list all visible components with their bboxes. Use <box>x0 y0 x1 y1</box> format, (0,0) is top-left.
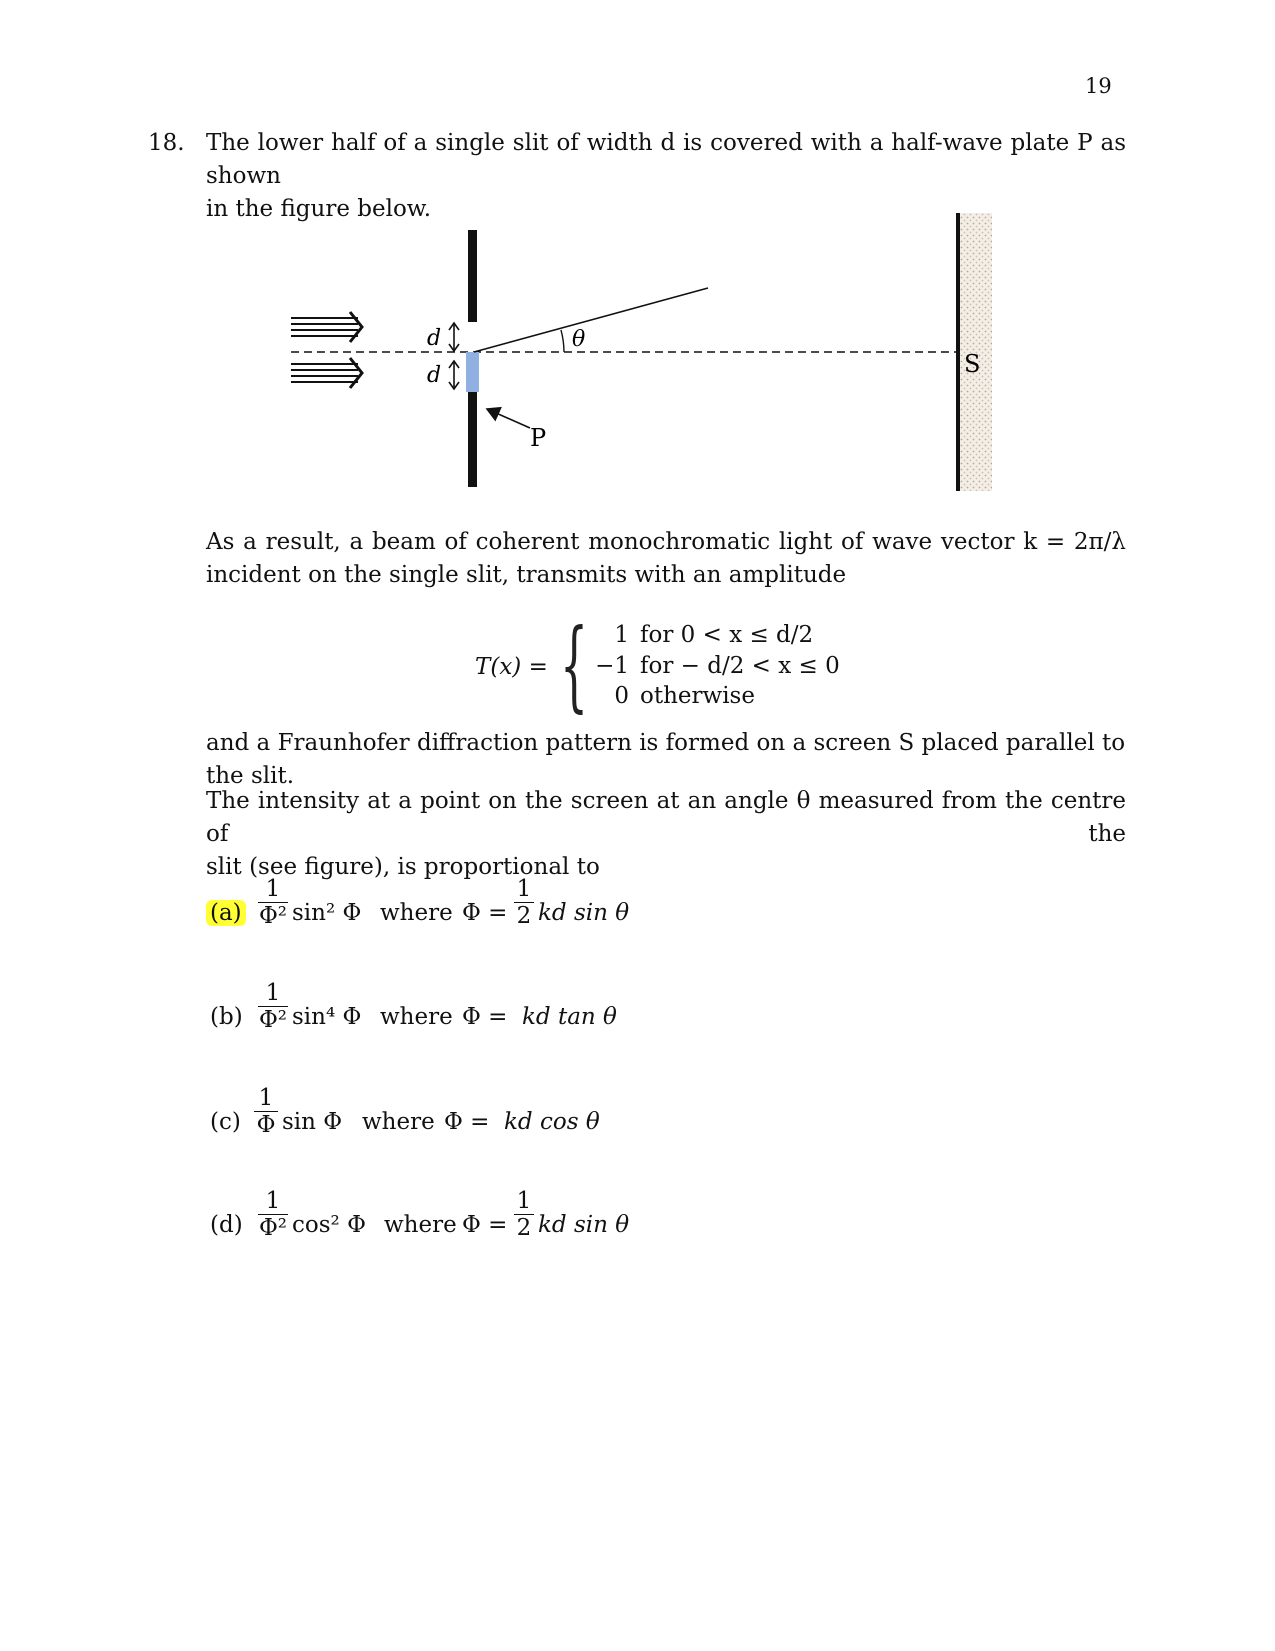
slit-barrier-lower <box>468 392 477 487</box>
option-d-rhs: kd sin θ <box>538 1212 630 1238</box>
option-b-where: where <box>380 1004 453 1030</box>
option-b-phi-eq: Φ = <box>462 1004 508 1030</box>
option-c-function: sin Φ <box>282 1109 343 1135</box>
option-a-rhs: kd sin θ <box>538 900 630 926</box>
option-b-rhs: kd tan θ <box>522 1004 617 1030</box>
case-condition-1: for 0 < x ≤ d/2 <box>640 622 814 648</box>
label-p: P <box>530 424 547 452</box>
page-number: 19 <box>1085 74 1112 98</box>
option-d-phi-eq: Φ = <box>462 1212 508 1238</box>
case-value-1: 1 <box>614 622 629 648</box>
option-d[interactable] <box>206 1190 806 1260</box>
intensity-line-2: slit (see figure), is proportional to <box>206 854 600 880</box>
option-a-fraction: 1 Φ² <box>258 876 288 929</box>
intro-line-1: The lower half of a single slit of width d is covered with a half-wave plate P as shown <box>206 130 1126 189</box>
case-value-2: −1 <box>595 653 629 679</box>
option-b-function: sin⁴ Φ <box>292 1004 362 1030</box>
case-value-3: 0 <box>614 683 629 709</box>
half-wave-plate <box>466 352 479 392</box>
paragraph-fraunhofer: and a Fraunhofer diffraction pattern is formed on a screen S placed parallel to the slit. <box>206 730 1126 789</box>
question-number: 18. <box>148 130 185 156</box>
plate-pointer-arrow <box>487 409 530 428</box>
option-b-label[interactable]: (b) <box>210 1004 243 1030</box>
equation-lhs: T(x) = <box>475 654 548 680</box>
option-d-label[interactable]: (d) <box>210 1212 243 1238</box>
option-d-function: cos² Φ <box>292 1212 366 1238</box>
label-d-upper: d <box>427 326 442 351</box>
diffracted-ray <box>474 288 708 352</box>
option-a-where: where <box>380 900 453 926</box>
paragraph-wave-vector <box>206 526 1126 592</box>
option-a-rhs-fraction: 1 2 <box>512 876 536 929</box>
option-a[interactable] <box>206 878 806 948</box>
intensity-line-1: The intensity at a point on the screen at an angle θ measured from the centre of the <box>206 788 1126 847</box>
option-d-fraction: 1 Φ² <box>258 1188 288 1241</box>
option-c-fraction: 1 Φ <box>252 1085 280 1138</box>
paragraph-intensity <box>206 785 1126 884</box>
wave-vector-line-1: As a result, a beam of coherent monochromatic light of wave vector k = 2π/λ <box>206 529 1126 555</box>
case-condition-2: for − d/2 < x ≤ 0 <box>640 653 840 679</box>
option-b[interactable] <box>206 982 806 1052</box>
incident-light-arrows <box>291 312 362 388</box>
label-theta: θ <box>572 327 586 352</box>
option-c[interactable] <box>206 1087 806 1157</box>
option-d-rhs-fraction: 1 2 <box>512 1188 536 1241</box>
option-c-phi-eq: Φ = <box>444 1109 490 1135</box>
equation-brace: { <box>560 609 589 723</box>
option-a-label[interactable]: (a) <box>206 900 246 926</box>
option-b-fraction: 1 Φ² <box>258 980 288 1033</box>
case-condition-3: otherwise <box>640 683 755 709</box>
d-dimension-arrows <box>449 323 459 389</box>
label-d-lower: d <box>427 363 442 388</box>
option-c-where: where <box>362 1109 435 1135</box>
option-a-phi-eq: Φ = <box>462 900 508 926</box>
option-d-where: where <box>384 1212 457 1238</box>
wave-vector-line-2: incident on the single slit, transmits with an amplitude <box>206 562 847 588</box>
option-c-rhs: kd cos θ <box>504 1109 600 1135</box>
slit-diagram <box>0 0 1275 500</box>
option-c-label[interactable]: (c) <box>210 1109 241 1135</box>
transmission-equation <box>475 609 895 723</box>
screen-line <box>956 213 960 491</box>
option-a-function: sin² Φ <box>292 900 362 926</box>
label-s: S <box>964 350 981 378</box>
intro-line-2: in the figure below. <box>206 196 432 222</box>
slit-barrier-upper <box>468 230 477 322</box>
theta-arc <box>561 330 564 352</box>
